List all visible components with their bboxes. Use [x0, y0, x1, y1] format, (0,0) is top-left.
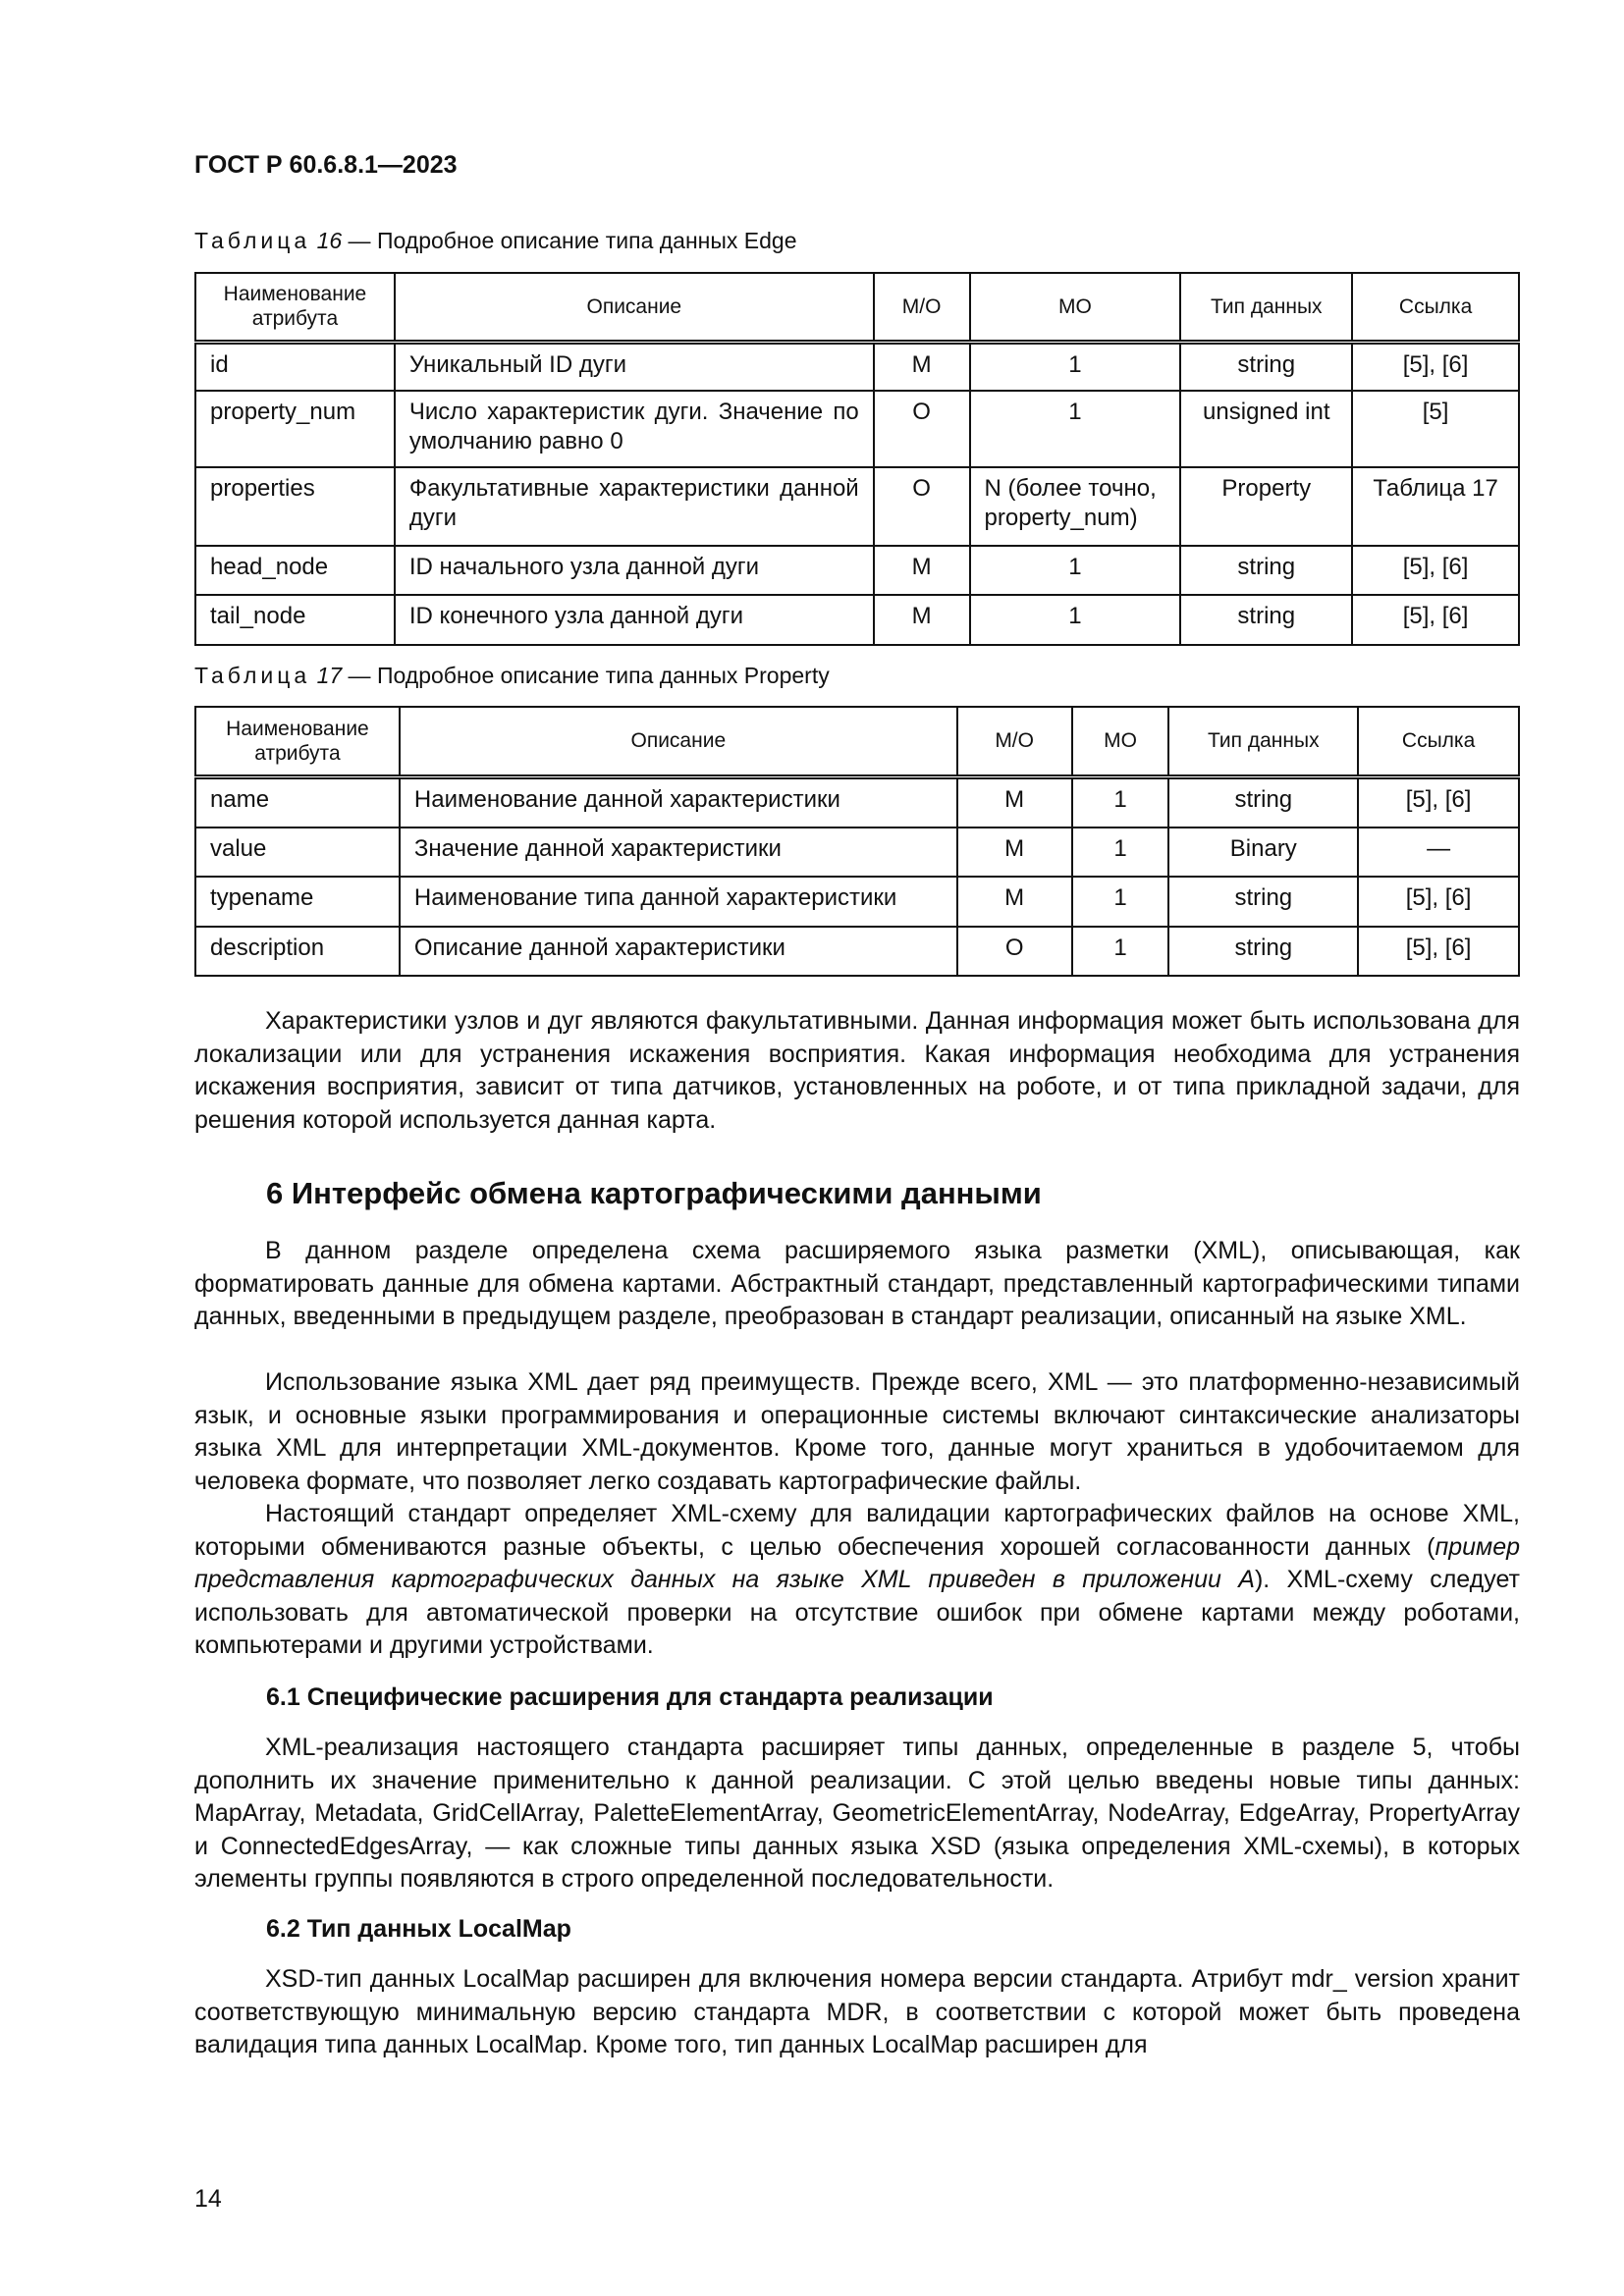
- table-cell: 1: [1072, 927, 1169, 976]
- table-cell: ID начального узла данной дуги: [395, 546, 874, 595]
- table-cell: description: [195, 927, 400, 976]
- table-row: [195, 546, 1519, 595]
- column-header: МО: [1072, 707, 1169, 776]
- column-header: Тип данных: [1180, 273, 1352, 342]
- section-6-heading: 6 Интерфейс обмена картографическими данными: [266, 1176, 1042, 1210]
- paragraph-text: Настоящий стандарт определяет XML-схему для валидации картографических файлов на основе XML, которыми обмениваются разные объекты, с целью обеспечения хорошей согласованности данных (: [194, 1500, 1520, 1561]
- table-cell: O: [874, 467, 970, 546]
- column-header: М/О: [957, 707, 1072, 776]
- document-id-header: ГОСТ Р 60.6.8.1—2023: [194, 151, 458, 179]
- table-cell: 1: [970, 342, 1181, 391]
- table-cell: Значение данной характеристики: [400, 828, 957, 877]
- table-cell: [5], [6]: [1358, 927, 1519, 976]
- table-cell: [5]: [1352, 391, 1519, 467]
- column-header: Тип данных: [1168, 707, 1358, 776]
- table-cell: N (более точно, property_num): [970, 467, 1181, 546]
- section-6-paragraph-3: [194, 1498, 1520, 1663]
- table-cell: [5], [6]: [1352, 595, 1519, 645]
- table-cell: ID конечного узла данной дуги: [395, 595, 874, 645]
- table-cell: string: [1168, 776, 1358, 828]
- caption-text: — Подробное описание типа данных Property: [342, 663, 830, 688]
- table-cell: M: [957, 877, 1072, 927]
- table-cell: Факультативные характеристики данной дуги: [395, 467, 874, 546]
- table-cell: M: [874, 342, 970, 391]
- table-cell: name: [195, 776, 400, 828]
- table-cell: O: [874, 391, 970, 467]
- table-cell: O: [957, 927, 1072, 976]
- table-16-edge: [194, 272, 1520, 646]
- paragraph-text: Характеристики узлов и дуг являются факультативными. Данная информация может быть использована для локализации или для устранения искажения восприятия. Какая информация необходима для устранения искажения восприятия, зависит от типа датчиков, установленных на роботе, и от типа прикладной задачи, для решения которой используется данная карта.: [194, 1007, 1520, 1134]
- table-row: [195, 927, 1519, 976]
- caption-word: Таблица: [194, 663, 311, 688]
- table-cell: string: [1168, 877, 1358, 927]
- paragraph-text: XSD-тип данных LocalMap расширен для включения номера версии стандарта. Атрибут mdr_ version хранит соответствующую минимальную версию стандарта MDR, в соответствии с которой может быть проведена валидация типа данных LocalMap. Кроме того, тип данных LocalMap расширен для: [194, 1965, 1520, 2059]
- table-cell: typename: [195, 877, 400, 927]
- section-6-paragraph-2: [194, 1366, 1520, 1498]
- table-row: [195, 776, 1519, 828]
- table-cell: Наименование данной характеристики: [400, 776, 957, 828]
- table-row: [195, 391, 1519, 467]
- table-cell: 1: [1072, 877, 1169, 927]
- table17-caption: [194, 663, 830, 689]
- table-cell: head_node: [195, 546, 395, 595]
- table-cell: —: [1358, 828, 1519, 877]
- table-cell: [5], [6]: [1352, 342, 1519, 391]
- column-header: М/О: [874, 273, 970, 342]
- page-number: 14: [194, 2185, 222, 2213]
- table-cell: 1: [970, 595, 1181, 645]
- paragraph-characteristics: [194, 1005, 1520, 1137]
- table-cell: unsigned int: [1180, 391, 1352, 467]
- table16-caption: [194, 228, 797, 254]
- section-6-paragraph-1: [194, 1235, 1520, 1334]
- table-row: [195, 467, 1519, 546]
- column-header: Ссылка: [1358, 707, 1519, 776]
- table-cell: Binary: [1168, 828, 1358, 877]
- section-6-1-paragraph: [194, 1732, 1520, 1896]
- table-cell: 1: [1072, 776, 1169, 828]
- section-6-2-heading: 6.2 Тип данных LocalMap: [266, 1915, 571, 1943]
- paragraph-text: Использование языка XML дает ряд преимуществ. Прежде всего, XML — это платформенно-независимый язык, и основные языки программирования и операционные системы включают синтаксические анализаторы языка XML для интерпретации XML-документов. Кроме того, данные могут храниться в удобочитаемом для человека формате, что позволяет легко создавать картографические файлы.: [194, 1368, 1520, 1495]
- table-cell: value: [195, 828, 400, 877]
- section-6-1-heading: 6.1 Специфические расширения для стандарта реализации: [266, 1683, 994, 1711]
- table-cell: 1: [1072, 828, 1169, 877]
- caption-text: — Подробное описание типа данных Edge: [342, 228, 797, 253]
- table-cell: Число характеристик дуги. Значение по умолчанию равно 0: [395, 391, 874, 467]
- table-cell: string: [1168, 927, 1358, 976]
- section-6-2-paragraph: [194, 1963, 1520, 2062]
- table-cell: 1: [970, 546, 1181, 595]
- table-cell: Property: [1180, 467, 1352, 546]
- column-header: Ссылка: [1352, 273, 1519, 342]
- table-cell: string: [1180, 546, 1352, 595]
- table-cell: Описание данной характеристики: [400, 927, 957, 976]
- paragraph-text: В данном разделе определена схема расширяемого языка разметки (XML), описывающая, как форматировать данные для обмена картами. Абстрактный стандарт, представленный картографическими типами данных, введенными в предыдущем разделе, преобразован в стандарт реализации, описанный на языке XML.: [194, 1237, 1520, 1331]
- column-header: Описание: [400, 707, 957, 776]
- column-header: МО: [970, 273, 1181, 342]
- paragraph-text: XML-реализация настоящего стандарта расширяет типы данных, определенные в разделе 5, чтобы дополнить их значение применительно к данной реализации. С этой целью введены новые типы данных: MapArray, Metadata, GridCellArray, PaletteElementArray, GeometricElementArray, NodeArray, EdgeArray, PropertyArray и ConnectedEdgesArray, — как сложные типы данных языка XSD (языка определения XML-схемы), в которых элементы группы появляются в строго определенной последовательности.: [194, 1734, 1520, 1894]
- table-cell: string: [1180, 595, 1352, 645]
- caption-number: 17: [316, 663, 343, 688]
- table-cell: M: [874, 546, 970, 595]
- table-cell: id: [195, 342, 395, 391]
- table-cell: [5], [6]: [1358, 776, 1519, 828]
- column-header: Описание: [395, 273, 874, 342]
- column-header: Наименование атрибута: [195, 273, 395, 342]
- table-row: [195, 595, 1519, 645]
- table-cell: Наименование типа данной характеристики: [400, 877, 957, 927]
- table-cell: [5], [6]: [1358, 877, 1519, 927]
- caption-word: Таблица: [194, 228, 311, 253]
- table-cell: 1: [970, 391, 1181, 467]
- paragraph-text: ). XML-схему следует использовать для автоматической проверки на отсутствие ошибок при обмене картами между роботами, компьютерами и другими устройствами.: [194, 1566, 1520, 1660]
- table-cell: property_num: [195, 391, 395, 467]
- table-row: [195, 877, 1519, 927]
- table-cell: M: [874, 595, 970, 645]
- table-cell: M: [957, 828, 1072, 877]
- table-cell: Уникальный ID дуги: [395, 342, 874, 391]
- table-cell: Таблица 17: [1352, 467, 1519, 546]
- table-cell: [5], [6]: [1352, 546, 1519, 595]
- table-cell: properties: [195, 467, 395, 546]
- column-header: Наименование атрибута: [195, 707, 400, 776]
- table-row: [195, 342, 1519, 391]
- table-cell: tail_node: [195, 595, 395, 645]
- table-row: [195, 828, 1519, 877]
- table-cell: M: [957, 776, 1072, 828]
- caption-number: 16: [316, 228, 343, 253]
- table-cell: string: [1180, 342, 1352, 391]
- appendix-reference: пример представления картографических данных на языке XML приведен в приложении А: [194, 1532, 1520, 1594]
- table-17-property: [194, 706, 1520, 977]
